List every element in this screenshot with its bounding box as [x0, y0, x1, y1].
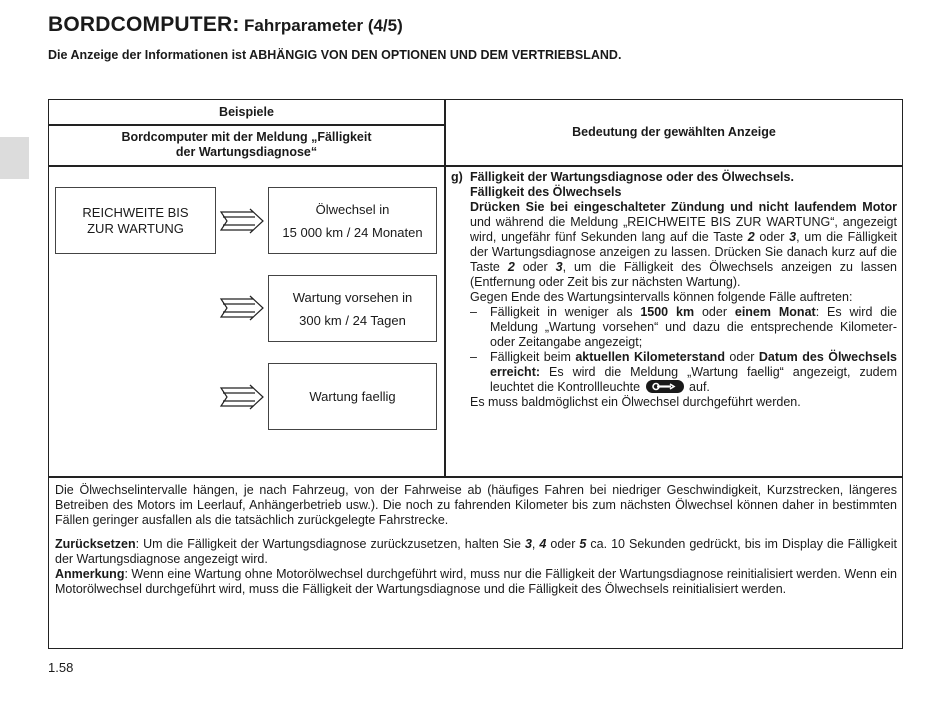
heading-line2: Fälligkeit des Ölwechsels: [470, 185, 622, 199]
page-number: 1.58: [48, 660, 74, 675]
row-divider: [48, 165, 903, 167]
text: oder: [694, 305, 735, 319]
case-item: [451, 350, 897, 395]
text: und während die Meldung „REICHWEITE BIS ZUR WARTUNG“, angezeigt wird, ungefähr fünf Sekunden lang auf die Taste: [470, 215, 897, 244]
text: Fälligkeit beim: [490, 350, 576, 364]
heading-line1: Fälligkeit der Wartungsdiagnose oder des Ölwechsels.: [470, 170, 794, 184]
row-divider: [48, 476, 903, 478]
text: : Wenn eine Wartung ohne Motorölwechsel durchgeführt wird, muss nur die Fälligkeit der Wartungsdiagnose reinitialisiert werden. Wenn ein Motorölwechsel durchgeführt wird, muss die Fälligkeit der Wartungsdiagnose und die Fälligkeit des Ölwechsels reinitialisiert werden.: [55, 567, 897, 596]
display-oil-change: [268, 187, 437, 254]
reset-label: Zurücksetzen: [55, 537, 136, 551]
text: , um die Fälligkeit des Ölwechsels anzeigen zu lassen (Entfernung oder Zeit bis zur nächsten Wartung).: [470, 260, 897, 289]
bold-text: 1500 km: [640, 305, 695, 319]
display-text: Ölwechsel in: [315, 202, 390, 217]
display-service-due: [268, 363, 437, 430]
display-text: 300 km / 24 Tagen: [299, 313, 406, 328]
text: ,: [531, 537, 540, 551]
text: ca. 10 Sekunden gedrückt, bis im Display die Fälligkeit der Wartungsdiagnose angezeigt wird.: [55, 537, 897, 566]
title-sub: Fahrparameter (4/5): [244, 16, 403, 35]
text: auf.: [685, 380, 710, 394]
note-paragraph: [55, 567, 897, 597]
text: oder: [724, 350, 759, 364]
key-2: 2: [747, 230, 755, 244]
col1-subheader-line1: Bordcomputer mit der Meldung „Fälligkeit: [121, 130, 372, 144]
text: : Es wird die Meldung „Wartung vorsehen“ und dazu die entsprechende Kilometer- oder Zeitangabe angezeigt;: [490, 305, 897, 349]
key-2: 2: [507, 260, 515, 274]
side-tab-marker: [0, 137, 29, 179]
key-3: 3: [524, 537, 532, 551]
text: oder: [754, 230, 790, 244]
text: oder: [546, 537, 580, 551]
bold-text: einem Monat: [734, 305, 816, 319]
key-4: 4: [539, 537, 547, 551]
col1-subheader: [48, 130, 445, 160]
col2-header: Bedeutung der gewählten Anzeige: [572, 125, 776, 139]
reset-paragraph: [55, 537, 897, 567]
double-arrow-icon: [219, 295, 265, 321]
text: : Um die Fälligkeit der Wartungsdiagnose zurückzusetzen, halten Sie: [135, 537, 525, 551]
double-arrow-icon: [219, 384, 265, 410]
meaning-paragraph: [451, 200, 897, 290]
meaning-text: [451, 170, 897, 410]
page-title: [48, 13, 403, 37]
text: , um die Fälligkeit der Wartungsdiagnose anzeigen zu lassen. Drücken Sie danach kurz auf die Taste: [470, 230, 897, 274]
key-3: 3: [789, 230, 797, 244]
meaning-intro-cases: Gegen Ende des Wartungsintervalls können folgende Fälle auftreten:: [470, 290, 853, 304]
display-text: ZUR WARTUNG: [87, 220, 184, 236]
text: oder: [514, 260, 556, 274]
title-main: BORDCOMPUTER:: [48, 13, 240, 36]
meaning-final: Es muss baldmöglichst ein Ölwechsel durchgeführt werden.: [470, 395, 801, 409]
display-text: REICHWEITE BIS: [82, 204, 189, 220]
wrench-icon: [646, 380, 684, 393]
text: Es wird die Meldung „Wartung faellig“ angezeigt, zudem leuchtet die Kontrollleuchte: [490, 365, 897, 394]
col1-subheader-line2: der Wartungsdiagnose“: [175, 145, 318, 159]
display-text: 15 000 km / 24 Monaten: [282, 225, 423, 240]
row-divider: [48, 124, 445, 126]
item-letter: g): [451, 170, 463, 184]
dash: –: [470, 305, 477, 319]
text: Fälligkeit in weniger als: [490, 305, 641, 319]
display-text: Wartung faellig: [309, 388, 396, 404]
double-arrow-icon: [219, 208, 265, 234]
case-item: [451, 305, 897, 350]
bold-text: Drücken Sie bei eingeschalteter Zündung und nicht laufendem Motor: [470, 200, 897, 214]
dash: –: [470, 350, 477, 364]
key-3: 3: [555, 260, 563, 274]
key-5: 5: [579, 537, 587, 551]
bold-text: Datum des Ölwechsels erreicht:: [490, 350, 898, 379]
display-range-to-service: [55, 187, 216, 254]
display-service-soon: [268, 275, 437, 342]
page-subtitle: Die Anzeige der Informationen ist ABHÄNGIG VON DEN OPTIONEN UND DEM VERTRIEBSLAND.: [48, 48, 622, 62]
col1-header: Beispiele: [219, 105, 274, 119]
footer-notes: [55, 483, 897, 597]
bold-text: aktuellen Kilometerstand: [575, 350, 725, 364]
note-label: Anmerkung: [55, 567, 125, 581]
meaning-heading: [451, 170, 897, 185]
display-text: Wartung vorsehen in: [292, 290, 413, 305]
footer-paragraph: Die Ölwechselintervalle hängen, je nach Fahrzeug, von der Fahrweise ab (häufiges Fahren bei niedriger Geschwindigkeit, Kurzstrecken, längeres Betreiben des Motors im Leerlauf, Anhängerbetrieb usw.). Die noch zu fahrenden Kilometer bis zum nächsten Ölwechsel können daher in bestimmten Fällen geringer ausfallen als die tatsächlich zurückgelegte Fahrstrecke.: [55, 483, 897, 527]
